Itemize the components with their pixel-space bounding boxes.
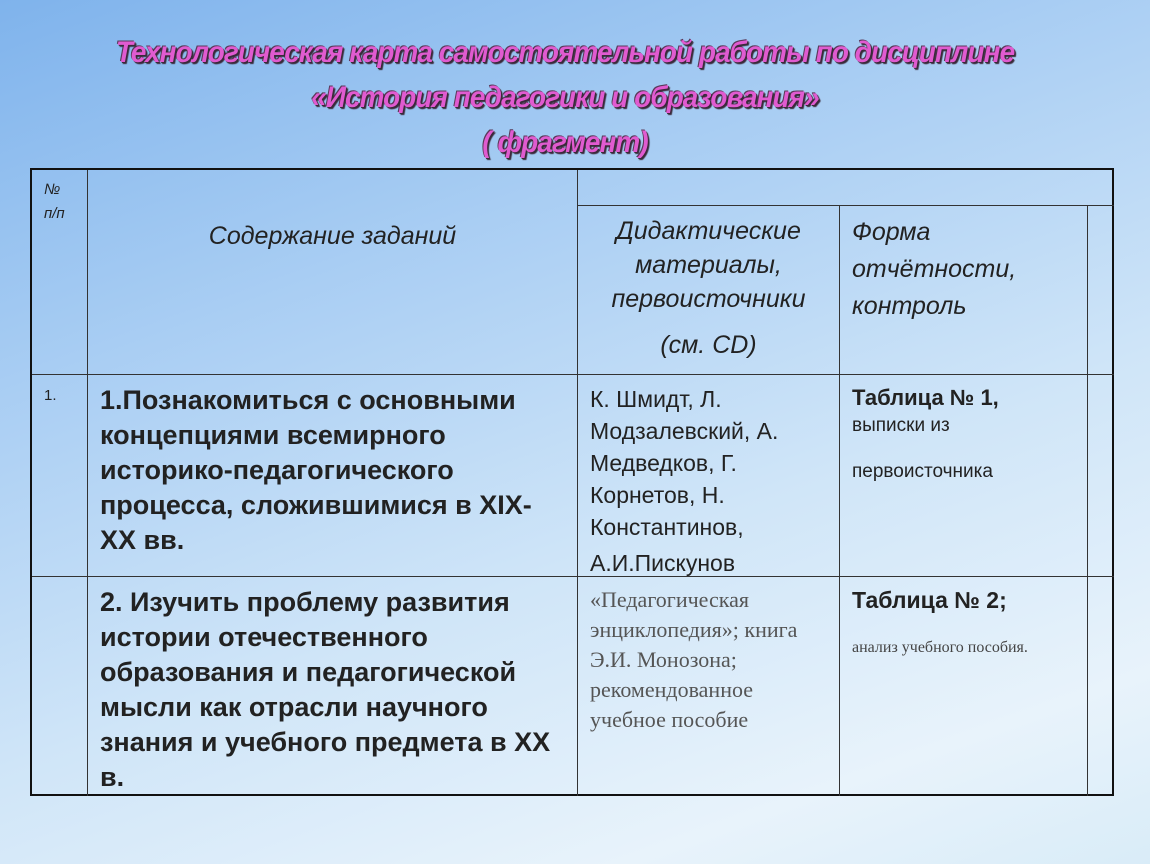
header-materials-label: Дидактические материалы, первоисточники — [611, 217, 806, 313]
row-1-form-sub-1: выписки из — [852, 415, 950, 436]
row-2-form-title: Таблица № 2; — [852, 587, 1007, 613]
title-line-3: ( фрагмент) — [482, 126, 648, 159]
header-form-line-1: Форма отчётности, — [852, 218, 1017, 283]
title-line-2: «История педагогики и образования» — [311, 81, 819, 114]
row-2-materials: «Педагогическая энциклопедия»; книга Э.И. Монозона; рекомендованное учебное пособие — [578, 577, 840, 796]
row-2-form-sub-1: анализ учебного пособия. — [852, 639, 1028, 656]
header-number-pp: п/п — [44, 205, 65, 222]
row-1-number: 1. — [32, 375, 88, 577]
header-number-sign: № — [44, 181, 61, 198]
row-1-materials-authors: К. Шмидт, Л. Модзалевский, А. Медведков, Г. Корнетов, Н. Константинов, — [590, 386, 779, 540]
header-content: Содержание заданий — [88, 170, 578, 375]
header-materials-cd: (см. CD) — [660, 331, 757, 359]
header-empty-merged — [578, 170, 1114, 206]
header-extra-column — [1088, 206, 1114, 375]
header-form-line-2: контроль — [852, 292, 967, 320]
row-2-task: 2. Изучить проблему развития истории отечественного образования и педагогической мысли как отрасли научного знания и учебного предмета в XX в. — [88, 577, 578, 796]
row-1-materials — [578, 375, 840, 577]
header-form — [840, 206, 1088, 375]
header-materials — [578, 206, 840, 375]
row-1-form-title: Таблица № 1, — [852, 385, 999, 410]
row-1-materials-last: А.И.Пискунов — [590, 550, 736, 576]
row-2-number — [32, 577, 88, 796]
row-2-form — [840, 577, 1088, 796]
header-number — [32, 170, 88, 375]
title-line-1: Технологическая карта самостоятельной работы по дисциплине — [115, 36, 1015, 69]
row-1-task: 1.Познакомиться с основными концепциями всемирного историко-педагогического процесса, сложившимися в XIX-XX вв. — [88, 375, 578, 577]
tech-map-table — [30, 168, 1114, 796]
slide-title — [0, 30, 1130, 165]
row-1-form — [840, 375, 1088, 577]
row-1-extra-column — [1088, 375, 1114, 577]
row-1-form-sub-2: первоисточника — [852, 461, 993, 482]
row-2-extra-column — [1088, 577, 1114, 796]
